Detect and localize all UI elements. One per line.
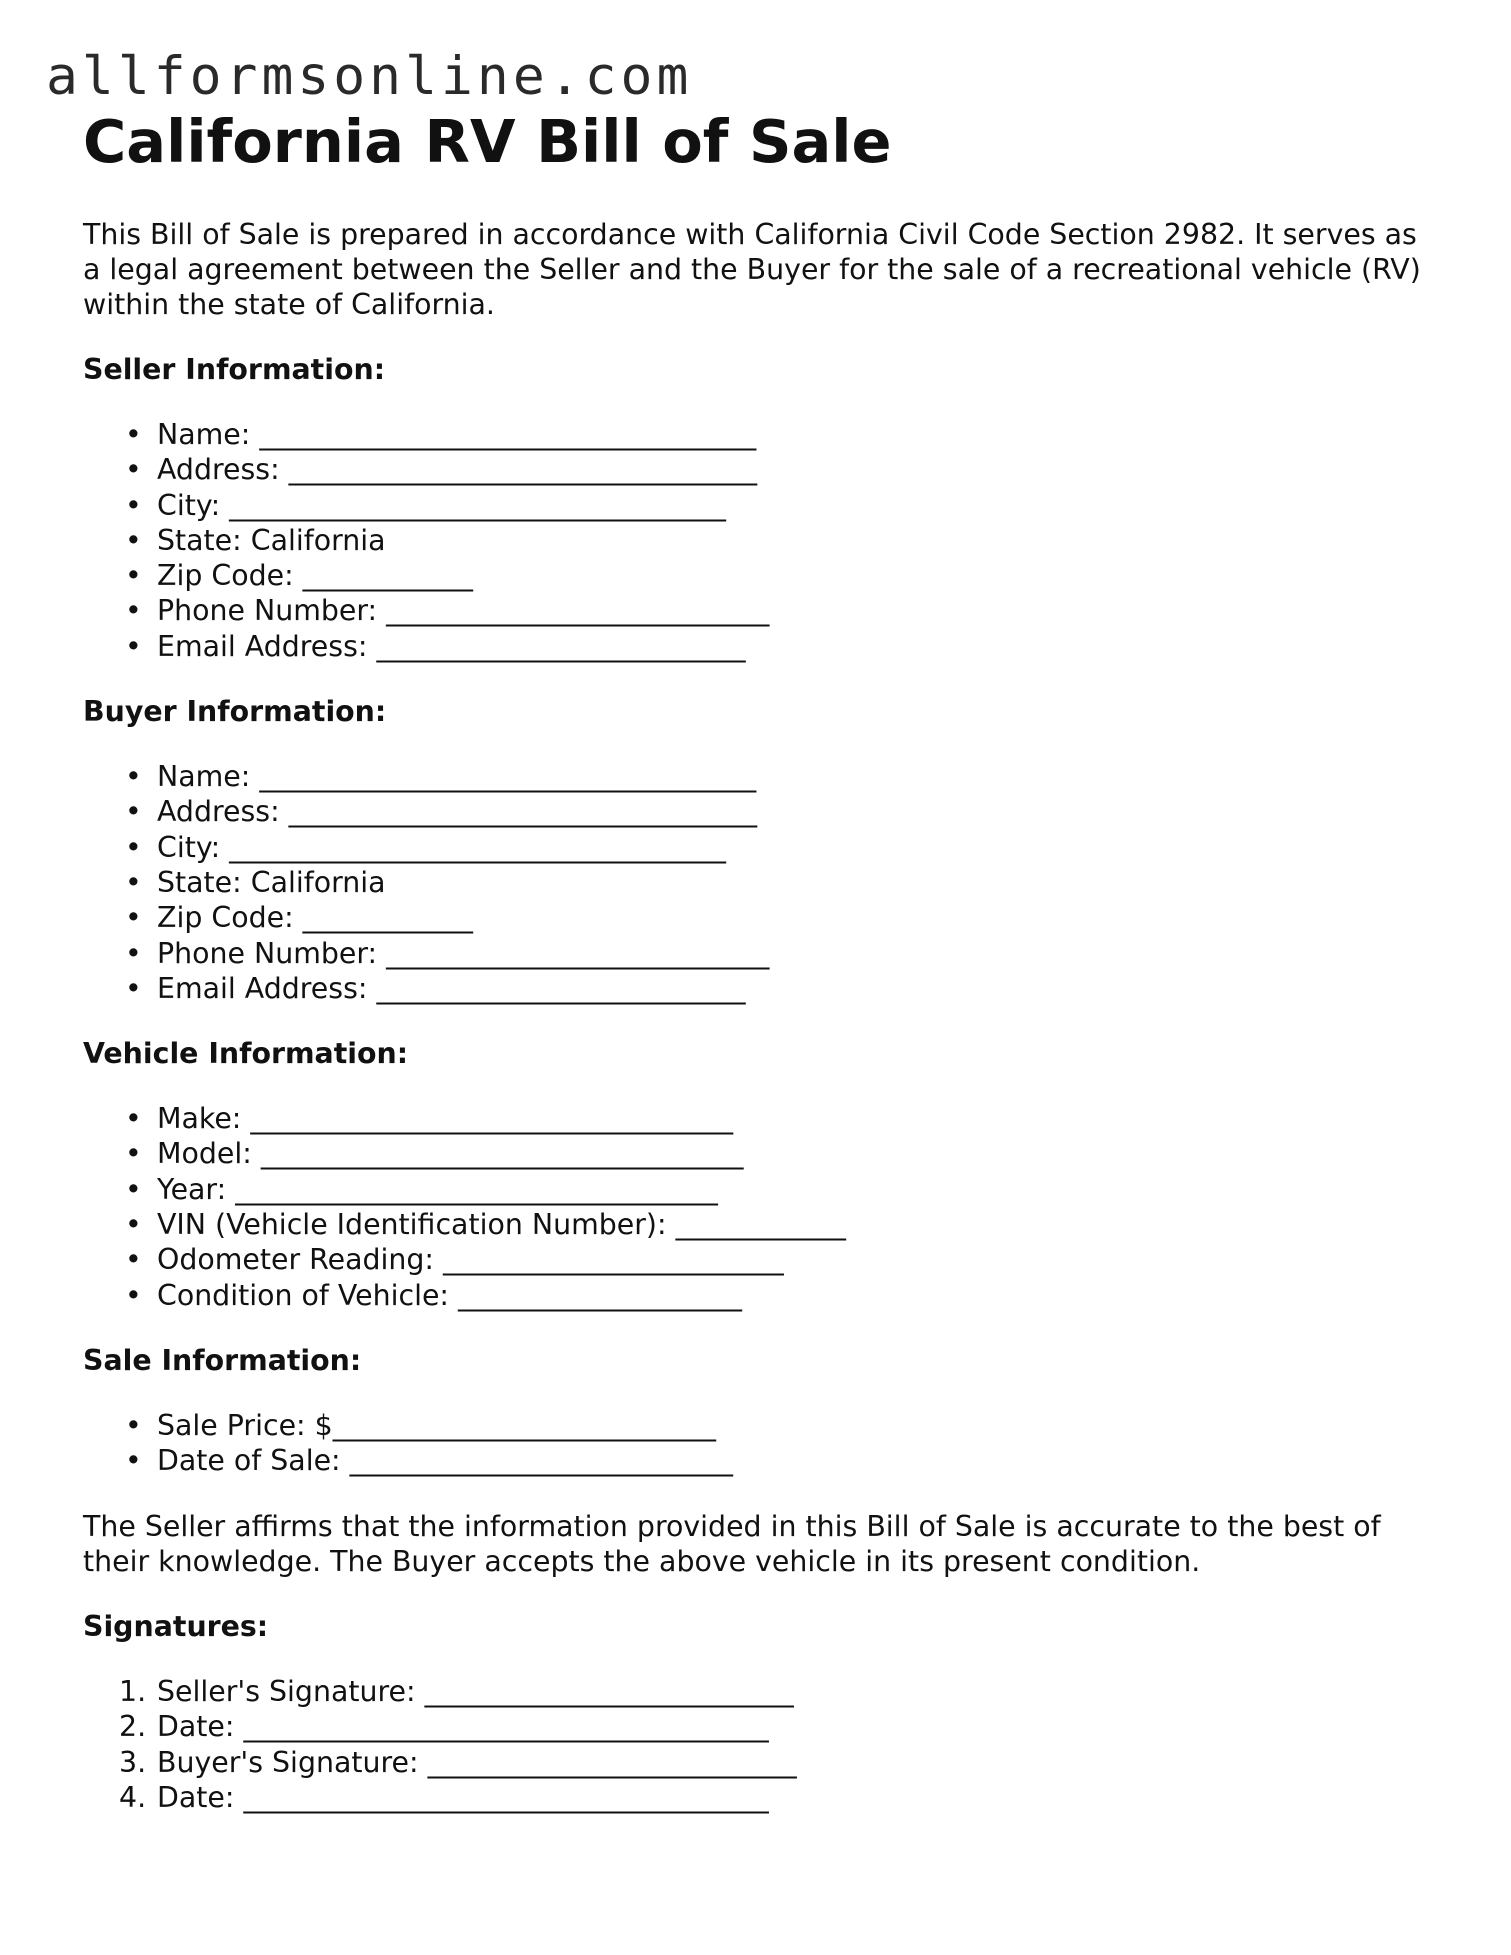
- intro-paragraph: This Bill of Sale is prepared in accordance with California Civil Code Section 2982. It serves as a legal agreement between the Seller and the Buyer for the sale of a recreational vehicle (RV) within the state of California.: [83, 218, 1421, 321]
- seller-name-field[interactable]: • Name: ___________________________________: [157, 417, 1423, 452]
- buyer-name-field[interactable]: • Name: ___________________________________: [157, 759, 1423, 794]
- seller-city-field[interactable]: • City: ___________________________________: [157, 488, 1423, 523]
- seller-signature-date-field[interactable]: Date: _____________________________________: [157, 1710, 769, 1744]
- buyer-signature-date-field[interactable]: Date: _____________________________________: [157, 1781, 769, 1815]
- sale-info-list: [83, 1408, 1423, 1479]
- page-title: California RV Bill of Sale: [83, 107, 892, 176]
- vehicle-vin-field[interactable]: • VIN (Vehicle Identification Number): ____________: [157, 1207, 1423, 1242]
- seller-info-list: [83, 417, 1423, 664]
- sale-price-field[interactable]: • Sale Price: $___________________________: [157, 1408, 1423, 1443]
- vehicle-condition-field[interactable]: • Condition of Vehicle: ____________________: [157, 1278, 1423, 1313]
- sale-info-heading: Sale Information:: [83, 1343, 362, 1377]
- buyer-signature-field[interactable]: Buyer's Signature: __________________________: [157, 1745, 797, 1779]
- vehicle-make-field[interactable]: • Make: __________________________________: [157, 1101, 1423, 1136]
- signatures-heading: Signatures:: [83, 1610, 269, 1644]
- seller-signature-field[interactable]: Seller's Signature: __________________________: [157, 1675, 794, 1709]
- vehicle-year-field[interactable]: • Year: __________________________________: [157, 1172, 1423, 1207]
- buyer-phone-field[interactable]: • Phone Number: ___________________________: [157, 936, 1423, 971]
- signatures-list: [83, 1674, 1423, 1815]
- buyer-city-field[interactable]: • City: ___________________________________: [157, 830, 1423, 865]
- buyer-email-field[interactable]: • Email Address: __________________________: [157, 971, 1423, 1006]
- seller-phone-field[interactable]: • Phone Number: ___________________________: [157, 593, 1423, 628]
- buyer-address-field[interactable]: • Address: _________________________________: [157, 794, 1423, 829]
- buyer-zip-field[interactable]: • Zip Code: ____________: [157, 900, 1423, 935]
- watermark: allformsonline.com: [46, 46, 693, 107]
- buyer-info-list: [83, 759, 1423, 1006]
- buyer-info-heading: Buyer Information:: [83, 695, 387, 729]
- buyer-state-field: • State: California: [157, 865, 1423, 900]
- affirmation-paragraph: The Seller affirms that the information provided in this Bill of Sale is accurate to the best of their knowledge. The Buyer accepts the above vehicle in its present condition.: [83, 1509, 1381, 1578]
- vehicle-odometer-field[interactable]: • Odometer Reading: ________________________: [157, 1242, 1423, 1277]
- seller-zip-field[interactable]: • Zip Code: ____________: [157, 558, 1423, 593]
- vehicle-model-field[interactable]: • Model: __________________________________: [157, 1136, 1423, 1171]
- bill-of-sale-document: [83, 104, 1423, 1815]
- vehicle-info-list: [83, 1101, 1423, 1313]
- seller-address-field[interactable]: • Address: _________________________________: [157, 452, 1423, 487]
- seller-state-field: • State: California: [157, 523, 1423, 558]
- vehicle-info-heading: Vehicle Information:: [83, 1037, 409, 1071]
- sale-date-field[interactable]: • Date of Sale: ___________________________: [157, 1443, 1423, 1478]
- seller-info-heading: Seller Information:: [83, 353, 386, 386]
- seller-email-field[interactable]: • Email Address: __________________________: [157, 629, 1423, 664]
